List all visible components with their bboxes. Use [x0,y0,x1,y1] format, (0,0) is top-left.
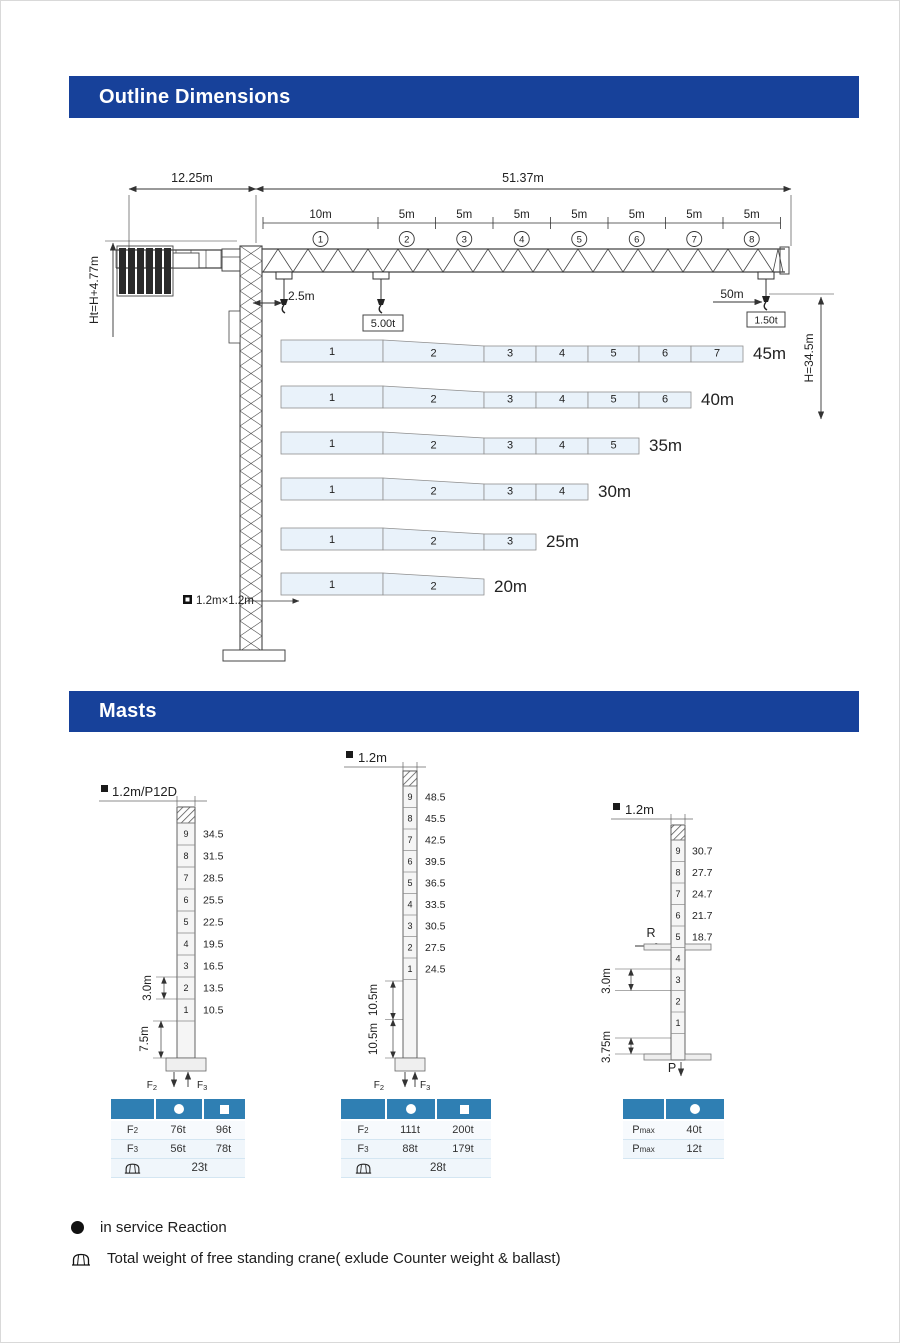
jib-segment-number: 1 [328,579,336,591]
mast-reaction-table-1 [111,1099,245,1178]
jib-segment-number: 2 [430,535,437,548]
mast-section-number: 3 [407,920,413,931]
min-radius-hook [282,305,285,313]
mast-section-number: 3 [183,961,189,971]
mast3-dim-3-75m: 3.75m [601,1031,613,1063]
reaction-label-f3: $F_3$ [197,1080,208,1092]
mast-hatch-top [177,807,195,823]
jib-length-label: 40m [701,390,735,409]
jib-segment-number: 5 [610,347,617,360]
mast-section-height: 24.5 [425,963,446,976]
row-label: F 3 [357,1143,369,1155]
max-load-hook [379,305,382,313]
table-row [623,1140,724,1159]
mast2-dimensions [385,981,403,1058]
tip-load-value: 1.50t [754,314,778,327]
crane-outline-diagram [1,151,900,691]
mast-section-height: 30.5 [425,920,446,933]
segment-length-dim: 5m [456,209,473,221]
jib-length-label: 45m [753,344,787,363]
header-blank-cell [111,1099,154,1119]
max-load-trolley [373,272,389,279]
mast-column-2 [403,771,446,1058]
segment-length-dim: 5m [686,209,703,221]
jib-combination-30m [281,478,631,501]
mast-section-height: 36.5 [425,877,446,890]
segment-number: 3 [461,234,467,246]
row-label: P max [632,1124,655,1136]
total-weight-value: 28t [430,1162,446,1174]
row-label: F 2 [126,1124,139,1136]
dot-icon [71,1221,84,1234]
row-label: F 3 [126,1143,139,1155]
mast-section-number: 1 [183,1005,189,1015]
legend-text: in service Reaction [100,1219,227,1236]
min-radius-dim: 2.5m [288,289,315,303]
table-row [341,1121,491,1140]
square-marker-icon [346,751,353,758]
counterweight-slab [128,248,135,294]
table-footer-row [111,1159,245,1178]
mast-section-number: 9 [183,829,189,839]
mast-hatch-top [671,825,685,840]
hoist-machinery [173,253,199,268]
jib-truss [263,249,783,272]
circle-icon [156,1099,202,1119]
mast-section-height: 27.7 [692,866,713,879]
jib-segment-number: 3 [506,393,514,406]
jib-segment-number: 4 [558,393,566,406]
section-title: Masts [99,700,157,722]
weight-icon [71,1252,91,1266]
counterweight-slab [119,248,126,294]
max-load-value: 5.00t [370,318,396,330]
mast-section-height: 48.5 [425,791,446,804]
row-value: 88t [402,1143,418,1155]
circle-icon [666,1099,724,1119]
section-title: Outline Dimensions [99,85,291,108]
jib-segment-number: 2 [430,393,437,406]
jib-tip [780,247,789,274]
jib-segment-number: 1 [328,346,336,358]
square-icon [220,1105,229,1114]
jib-length-combinations [281,340,786,596]
mast-section-number: 9 [675,845,681,856]
legend-text: Total weight of free standing crane( exlude Counter weight & ballast) [107,1250,561,1267]
jib-segment-number: 6 [661,393,669,406]
row-value: 179t [452,1143,474,1155]
jib-segment-number: 2 [430,439,437,452]
segment-number: 6 [634,234,640,246]
mast-section-number: 2 [407,942,413,953]
segment-length-dim: 5m [513,209,530,221]
square-marker-icon [613,803,620,810]
counterweight-slab [164,248,171,294]
circle-icon [174,1104,184,1114]
jib-combination-40m [281,386,734,409]
max-load-hook-block [377,299,385,305]
jib-length-label: 20m [494,577,528,596]
jib-segment-number: 5 [610,439,617,452]
mast-section-height: 33.5 [425,898,446,911]
mast-column-3 [671,825,713,1060]
row-value: 56t [170,1143,186,1155]
jib-segment-number: 2 [430,347,437,360]
jib-segment-dimensions [263,209,781,247]
table-footer-row [341,1159,491,1178]
jib-segment-number: 6 [661,347,669,360]
mast3-dimensions [615,969,671,1054]
segment-number: 2 [404,234,410,246]
mast-base-plate [166,1058,206,1071]
section-header-outline-dimensions [69,76,859,118]
mast-section-number: 7 [675,888,681,899]
row-value: 40t [686,1124,702,1136]
segment-length-dim: 10m [309,209,332,221]
mast-section-height: 16.5 [203,960,224,973]
square-icon [204,1099,245,1119]
jib-segment-number: 3 [506,535,514,548]
mast3-dim-3m: 3.0m [601,968,613,994]
mast-hatch-top [403,771,417,786]
mast-section-height: 30.7 [692,845,713,858]
mast-section-height: 13.5 [203,982,224,995]
jib-length-label: 35m [649,436,683,455]
mast-base-reactions [147,1058,431,1092]
climbing-cage [229,311,240,343]
mast-section-height: 27.5 [425,941,446,954]
min-radius-hook-block [280,299,288,305]
mast-reaction-table-2 [341,1099,491,1178]
row-value: 12t [686,1143,702,1155]
segment-length-dim: 5m [571,209,588,221]
jib-length-label: 25m [546,532,580,551]
jib-segment-number: 3 [506,347,514,360]
row-value: 76t [170,1124,186,1136]
counterweight-slab [155,248,162,294]
table-row [111,1121,245,1140]
mast-section-number: 5 [407,877,413,888]
mast1-dim-7-5m: 7.5m [139,1026,151,1052]
reaction-r-label: R [646,926,656,940]
table-row [341,1140,491,1159]
mast-section-number: 6 [183,895,189,905]
mast-section-height: 19.5 [203,938,224,951]
jib-segment-number: 1 [328,392,336,404]
mast-section-height: 45.5 [425,812,446,825]
jib-length-dim: 51.37m [502,171,544,185]
support-bar [644,944,671,950]
jib-combination-20m [281,573,527,596]
counter-jib-length-dim: 12.25m [171,171,213,185]
support-bar [685,1054,711,1060]
mast1-dim-3m: 3.0m [142,975,154,1001]
total-height-dim: Ht=H+4.77m [87,255,101,325]
segment-length-dim: 5m [398,209,415,221]
header-blank-cell [623,1099,664,1119]
mast-section-number: 5 [675,931,681,942]
mast-section-number: 1 [407,963,413,974]
legend-in-service [71,1219,227,1236]
support-bar [685,944,711,950]
mast-section-height: 18.7 [692,931,713,944]
reaction-label-f2: $F_2$ [373,1080,384,1092]
mast-section-number: 4 [407,899,413,910]
weight-icon [341,1162,385,1174]
hook-height-dim: H=34.5m [802,333,816,383]
min-radius-trolley [276,272,292,279]
reaction-p-label: P [667,1061,677,1075]
operator-cab [222,249,241,271]
jib-segment-number: 4 [558,485,566,498]
square-marker-icon [101,785,108,792]
tower-foundation [223,650,285,661]
segment-number: 5 [576,234,582,246]
circle-icon [387,1099,435,1119]
mast2-dim-lower: 10.5m [368,1023,380,1055]
mast-section-number: 8 [407,813,413,824]
mast-section-number: 6 [407,856,413,867]
mast-section-number: 2 [675,996,681,1007]
reaction-label-f3: $F_3$ [420,1080,431,1092]
mast-section-height: 22.5 [203,916,224,929]
mast2-dim-upper: 10.5m [368,984,380,1016]
mast-section-height: 42.5 [425,834,446,847]
mast-section-number: 4 [675,953,681,964]
jib-segment-number: 4 [558,439,566,452]
reaction-label-f2: $F_2$ [146,1080,157,1092]
row-value: 111t [400,1124,420,1136]
jib-combination-45m [281,340,786,363]
jib-length-label: 30m [598,482,632,501]
mast-section-number: 3 [675,974,681,985]
segment-length-dim: 5m [628,209,645,221]
segment-number: 8 [749,234,755,246]
counterweight-slab [137,248,144,294]
tip-load-trolley [758,272,774,279]
mast-section-number: 8 [183,851,189,861]
support-bar [644,1054,671,1060]
segment-number: 4 [519,234,525,246]
jib-segment-number: 4 [558,347,566,360]
jib-segment-number: 2 [430,485,437,498]
legend-total-weight [71,1250,561,1267]
segment-length-dim: 5m [743,209,760,221]
jib-combination-35m [281,432,682,455]
header-blank-cell [341,1099,385,1119]
mast3-size-label: 1.2m [625,802,654,817]
circle-icon [690,1104,700,1114]
radius-dimensions [253,302,762,303]
mast-reaction-table-3 [623,1099,724,1159]
mast-section-height: 28.5 [203,872,224,885]
jib-segment-number: 5 [610,393,617,406]
mast-column-1 [177,807,224,1058]
jib-segment-number: 1 [328,484,336,496]
row-value: 200t [452,1124,474,1136]
jib-segment-number: 2 [430,580,437,593]
jib-combination-25m [281,528,579,551]
mast-section-number: 4 [183,939,189,949]
mast1-size-label: 1.2m/P12D [112,784,178,799]
mast-section-number: 7 [407,834,413,845]
table-row [111,1140,245,1159]
square-icon [437,1099,491,1119]
jib-segment-number: 7 [713,347,721,360]
row-value: 78t [215,1143,232,1155]
mast-section-number: 1 [675,1017,681,1028]
total-weight-value: 23t [191,1162,208,1174]
mast-section-height: 10.5 [203,1004,224,1017]
jib-segment-number: 3 [506,485,514,498]
mast-section-number: 8 [675,867,681,878]
mast-section-number: 2 [183,983,189,993]
mast-section-number: 9 [407,791,413,802]
mast-section-height: 34.5 [203,828,224,841]
section-header-masts [69,691,859,732]
mast-section-height: 39.5 [425,855,446,868]
table-row [623,1121,724,1140]
tip-load-hook-block [762,296,770,302]
square-marker-inner [186,598,190,602]
square-icon [460,1105,469,1114]
segment-number: 7 [691,234,697,246]
mast-section-height: 31.5 [203,850,224,863]
circle-icon [406,1104,416,1114]
mast-cross-section-label: 1.2m×1.2m [196,595,254,607]
mast-base-plate [395,1058,425,1071]
counterweight-slab [146,248,153,294]
tip-load-hook [764,302,767,310]
row-label: F 2 [357,1124,369,1136]
mast-section-number: 7 [183,873,189,883]
mast-section-height: 25.5 [203,894,224,907]
jib-segment-number: 3 [506,439,514,452]
row-value: 96t [215,1124,232,1136]
mast1-dimensions [153,977,177,1058]
row-label: P max [632,1143,655,1155]
tip-radius-dim: 50m [720,287,744,301]
mast-section-height: 21.7 [692,909,713,922]
jib-segment-number: 1 [328,438,336,450]
jib-segment-number: 1 [328,534,336,546]
weight-icon [111,1162,154,1174]
mast2-size-label: 1.2m [358,750,387,765]
masts-diagram [1,741,900,1121]
mast-section-number: 6 [675,910,681,921]
mast-section-number: 5 [183,917,189,927]
mast-section-height: 24.7 [692,888,713,901]
segment-number: 1 [317,234,324,246]
